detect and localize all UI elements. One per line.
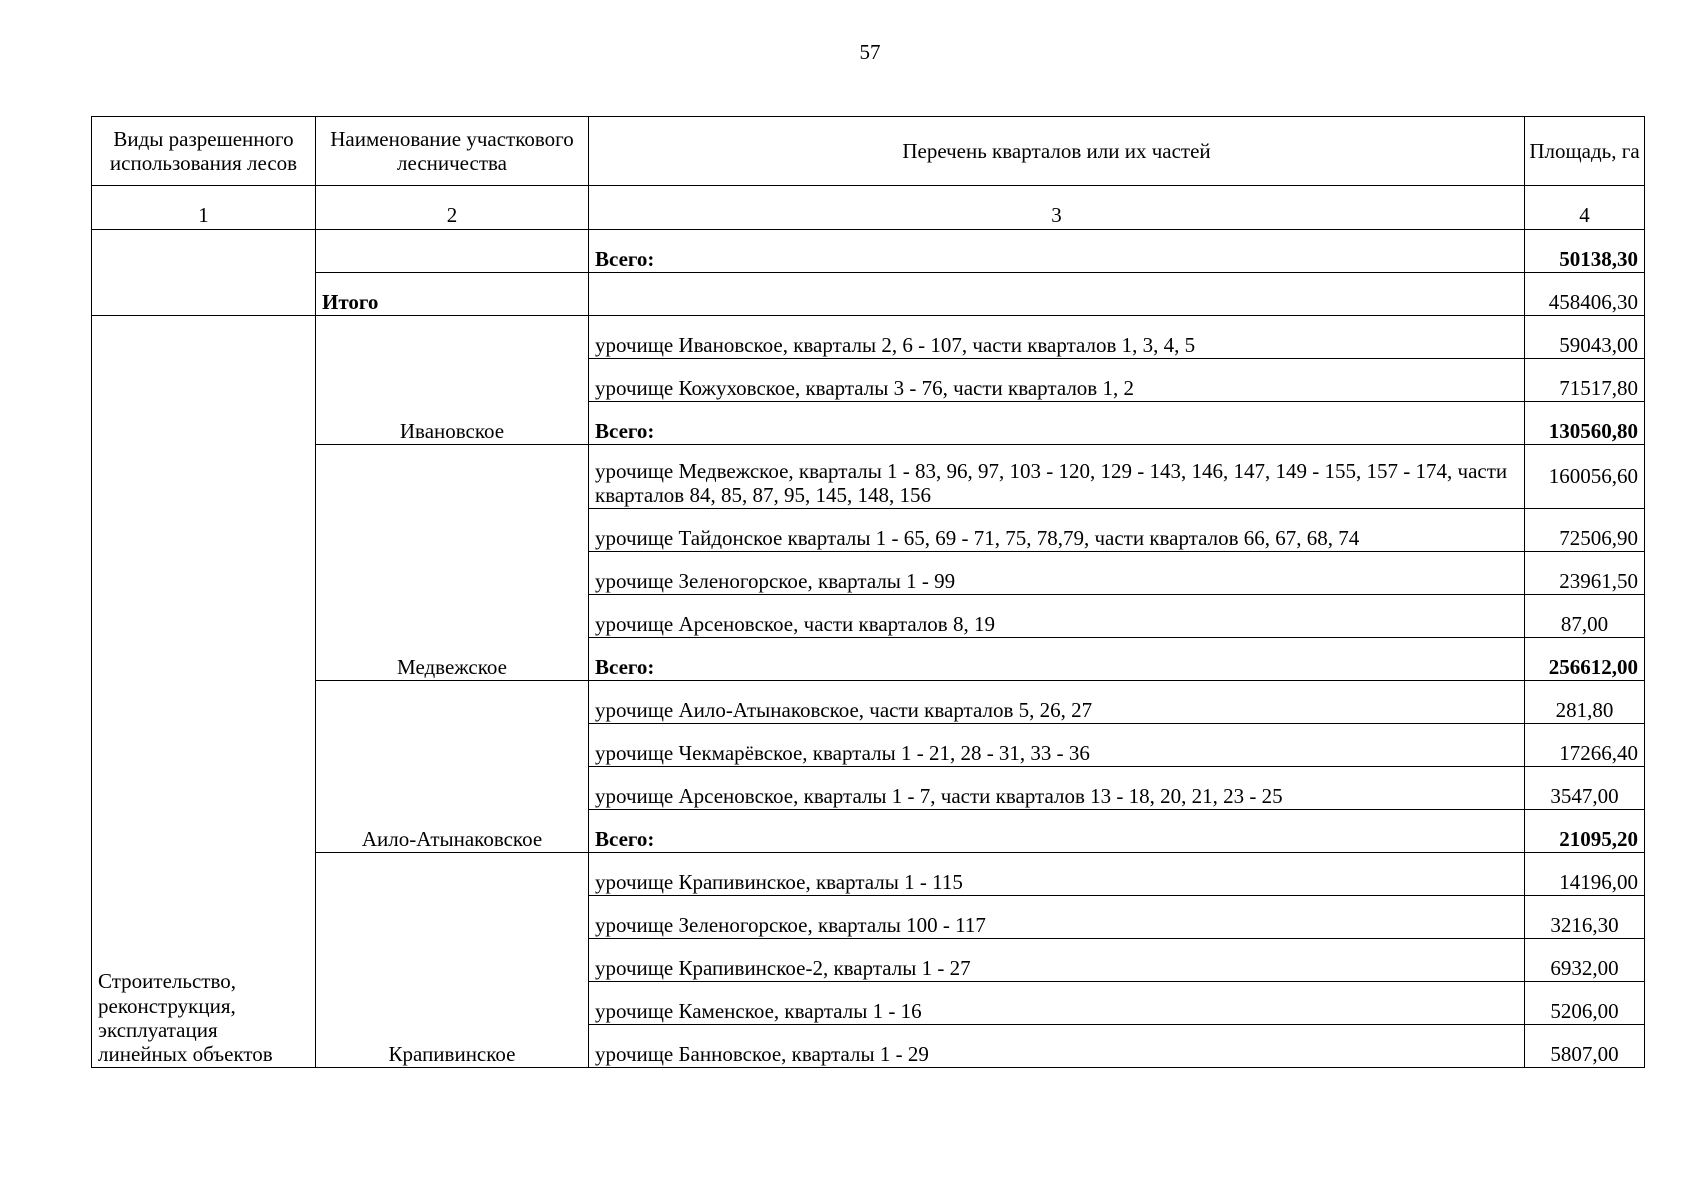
column-number: 4 [1525, 186, 1645, 230]
table-header-row [92, 117, 1645, 186]
area-value: 14196,00 [1525, 853, 1645, 896]
forestry-name: Медвежское [316, 445, 589, 681]
page-number: 57 [859, 40, 881, 64]
quarter-list: урочище Аило-Атынаковское, части кварталов 5, 26, 27 [589, 681, 1525, 724]
usage-cell-empty [92, 230, 316, 316]
quarter-list: урочище Крапивинское, кварталы 1 - 115 [589, 853, 1525, 896]
quarter-list: урочище Каменское, кварталы 1 - 16 [589, 982, 1525, 1025]
table-row [92, 230, 1645, 273]
area-value: 3216,30 [1525, 896, 1645, 939]
header-quarters-list: Перечень кварталов или их частей [589, 117, 1525, 186]
column-number: 3 [589, 186, 1525, 230]
quarter-list: урочище Ивановское, кварталы 2, 6 - 107, части кварталов 1, 3, 4, 5 [589, 316, 1525, 359]
area-value: 3547,00 [1525, 767, 1645, 810]
column-number: 1 [92, 186, 316, 230]
total-label: Всего: [589, 810, 1525, 853]
area-value: 23961,50 [1525, 552, 1645, 595]
area-value: 59043,00 [1525, 316, 1645, 359]
list-cell-empty [589, 273, 1525, 316]
total-value: 256612,00 [1525, 638, 1645, 681]
table-row [92, 853, 1645, 896]
area-value: 87,00 [1525, 595, 1645, 638]
itogo-value: 458406,30 [1525, 273, 1645, 316]
forestry-name: Крапивинское [316, 853, 589, 1068]
usage-type-cell: Строительство, реконструкция, эксплуатация линейных объектов [92, 316, 316, 1068]
area-value: 5807,00 [1525, 1025, 1645, 1068]
quarter-list: урочище Зеленогорское, кварталы 100 - 117 [589, 896, 1525, 939]
forestry-name: Аило-Атынаковское [316, 681, 589, 853]
itogo-label: Итого [316, 273, 589, 316]
quarter-list: урочище Арсеновское, части кварталов 8, 19 [589, 595, 1525, 638]
table-row [92, 681, 1645, 724]
area-value: 160056,60 [1525, 445, 1645, 509]
quarter-list: урочище Зеленогорское, кварталы 1 - 99 [589, 552, 1525, 595]
header-area: Площадь, га [1525, 117, 1645, 186]
area-value: 72506,90 [1525, 509, 1645, 552]
total-label: Всего: [589, 402, 1525, 445]
forestry-cell-empty [316, 230, 589, 273]
quarter-list: урочище Медвежское, кварталы 1 - 83, 96, 97, 103 - 120, 129 - 143, 146, 147, 149 - 155, 157 - 174, части кварталов 84, 85, 87, 95, 145, 148, 156 [589, 445, 1525, 509]
table-row [92, 316, 1645, 359]
table-row [92, 445, 1645, 509]
quarter-list: урочище Арсеновское, кварталы 1 - 7, части кварталов 13 - 18, 20, 21, 23 - 25 [589, 767, 1525, 810]
quarter-list: урочище Кожуховское, кварталы 3 - 76, части кварталов 1, 2 [589, 359, 1525, 402]
header-usage-type: Виды разрешенного использования лесов [92, 117, 316, 186]
total-value: 50138,30 [1525, 230, 1645, 273]
forestry-name: Ивановское [316, 316, 589, 445]
area-value: 71517,80 [1525, 359, 1645, 402]
quarter-list: урочище Банновское, кварталы 1 - 29 [589, 1025, 1525, 1068]
area-value: 5206,00 [1525, 982, 1645, 1025]
column-number-row [92, 186, 1645, 230]
area-value: 281,80 [1525, 681, 1645, 724]
total-value: 21095,20 [1525, 810, 1645, 853]
forest-usage-table [91, 116, 1645, 1068]
total-label: Всего: [589, 230, 1525, 273]
total-label: Всего: [589, 638, 1525, 681]
column-number: 2 [316, 186, 589, 230]
header-forestry-name: Наименование участкового лесничества [316, 117, 589, 186]
table-row [92, 273, 1645, 316]
quarter-list: урочище Тайдонское кварталы 1 - 65, 69 - 71, 75, 78,79, части кварталов 66, 67, 68, 74 [589, 509, 1525, 552]
area-value: 17266,40 [1525, 724, 1645, 767]
quarter-list: урочище Чекмарёвское, кварталы 1 - 21, 28 - 31, 33 - 36 [589, 724, 1525, 767]
total-value: 130560,80 [1525, 402, 1645, 445]
quarter-list: урочище Крапивинское-2, кварталы 1 - 27 [589, 939, 1525, 982]
area-value: 6932,00 [1525, 939, 1645, 982]
